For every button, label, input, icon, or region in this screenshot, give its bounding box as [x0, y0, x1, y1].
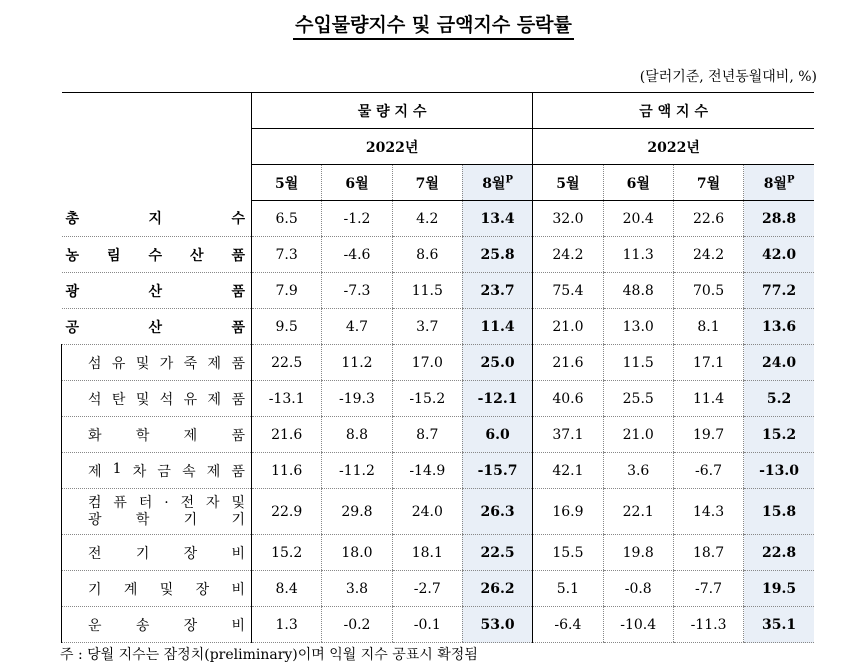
- value-year-header: 2022년: [533, 129, 814, 165]
- table-row: [62, 345, 815, 381]
- row-label: [62, 607, 252, 643]
- row-label-text: [62, 317, 252, 337]
- value-cell: 13.0: [603, 309, 673, 345]
- label-char: 차: [132, 463, 147, 480]
- row-label-text: [62, 208, 252, 228]
- label-char: 학: [135, 511, 150, 528]
- table-row: [62, 453, 815, 489]
- value-cell: 3.6: [603, 453, 673, 489]
- label-char: 죽: [183, 355, 198, 372]
- value-cell: 24.2: [533, 237, 603, 273]
- label-char: 퓨: [113, 494, 127, 511]
- label-char: 수: [148, 247, 162, 264]
- row-label-text: [62, 579, 251, 599]
- value-cell: 8.4: [252, 571, 322, 607]
- label-char: 및: [159, 581, 174, 598]
- label-char: 석: [159, 391, 174, 408]
- label-char: 산: [148, 319, 163, 336]
- label-char: 품: [231, 283, 245, 300]
- value-cell: 22.1: [603, 489, 673, 535]
- table-row: [62, 417, 815, 453]
- label-char: 비: [231, 545, 245, 562]
- value-cell: -12.1: [462, 381, 532, 417]
- value-cell: 8.1: [673, 309, 743, 345]
- value-cell: 18.0: [322, 535, 392, 571]
- footnote: 주 : 당월 지수는 잠정치(preliminary)이며 익월 지수 공표시 확정됨: [60, 647, 478, 663]
- quantity-year-header: 2022년: [252, 129, 533, 165]
- row-label: [62, 489, 252, 535]
- value-cell: 25.8: [462, 237, 532, 273]
- label-char: 제: [207, 391, 222, 408]
- value-cell: 32.0: [533, 201, 603, 237]
- label-char: 품: [231, 319, 245, 336]
- value-cell: -6.4: [533, 607, 603, 643]
- value-cell: -1.2: [322, 201, 392, 237]
- label-char: 기: [231, 511, 245, 528]
- value-cell: 5.1: [533, 571, 603, 607]
- label-char: 학: [135, 427, 150, 444]
- value-cell: -4.6: [322, 237, 392, 273]
- value-cell: 16.9: [533, 489, 603, 535]
- value-cell: 18.7: [673, 535, 743, 571]
- month-header: [744, 165, 814, 201]
- table-row: [62, 607, 815, 643]
- value-cell: 19.5: [744, 571, 814, 607]
- table-title: 수입물량지수 및 금액지수 등락률: [0, 10, 867, 37]
- value-cell: 4.2: [392, 201, 462, 237]
- quantity-group-header: 물 량 지 수: [252, 93, 533, 129]
- label-char: 산: [189, 247, 204, 264]
- label-char: 광: [65, 283, 80, 300]
- value-cell: 21.0: [603, 417, 673, 453]
- value-cell: -15.2: [392, 381, 462, 417]
- row-label-text: [62, 615, 251, 635]
- month-label: 8월: [763, 175, 787, 192]
- row-label-text: [62, 245, 252, 265]
- row-label-text: [62, 461, 251, 481]
- value-cell: 26.3: [462, 489, 532, 535]
- month-label: 7월: [696, 175, 721, 192]
- label-char: 가: [159, 355, 174, 372]
- label-char: 및: [135, 355, 150, 372]
- value-cell: 35.1: [744, 607, 814, 643]
- value-cell: -13.1: [252, 381, 322, 417]
- value-cell: 22.6: [673, 201, 743, 237]
- value-cell: 8.8: [322, 417, 392, 453]
- value-cell: -7.7: [673, 571, 743, 607]
- label-char: 자: [206, 494, 220, 511]
- month-header: [392, 165, 462, 201]
- month-label: 8월: [482, 175, 506, 192]
- label-char: 품: [231, 355, 245, 372]
- value-cell: 40.6: [533, 381, 603, 417]
- month-label: 6월: [345, 175, 369, 192]
- label-char: 림: [106, 247, 121, 264]
- label-char: 탄: [111, 391, 126, 408]
- month-header: [462, 165, 532, 201]
- value-cell: 25.0: [462, 345, 532, 381]
- row-label-text: [62, 543, 251, 563]
- row-label: [62, 237, 252, 273]
- label-char: 제: [183, 427, 198, 444]
- index-table: [61, 92, 814, 643]
- value-cell: 9.5: [252, 309, 322, 345]
- unit-label: (달러기준, 전년동월대비, %): [639, 69, 817, 85]
- value-cell: 13.4: [462, 201, 532, 237]
- label-char: 속: [182, 463, 196, 480]
- row-label: [62, 417, 252, 453]
- label-char: 총: [65, 211, 80, 228]
- table-row: [62, 381, 815, 417]
- value-cell: 29.8: [322, 489, 392, 535]
- value-cell: -10.4: [603, 607, 673, 643]
- table-row: [62, 201, 815, 237]
- value-cell: -13.0: [744, 453, 814, 489]
- label-char: 장: [183, 617, 198, 634]
- value-cell: 28.8: [744, 201, 814, 237]
- value-cell: 1.3: [252, 607, 322, 643]
- value-cell: 24.0: [392, 489, 462, 535]
- label-char: 제: [88, 463, 102, 480]
- label-char: 송: [135, 617, 150, 634]
- value-cell: 17.0: [392, 345, 462, 381]
- value-cell: 15.2: [744, 417, 814, 453]
- value-group-header: 금 액 지 수: [533, 93, 814, 129]
- label-char: 장: [195, 581, 210, 598]
- label-char: 비: [231, 581, 245, 598]
- label-char: 산: [148, 283, 163, 300]
- value-cell: 22.8: [744, 535, 814, 571]
- value-cell: 3.7: [392, 309, 462, 345]
- label-char: 섬: [88, 355, 102, 372]
- value-cell: -11.3: [673, 607, 743, 643]
- month-header: [673, 165, 743, 201]
- row-label: [62, 273, 252, 309]
- label-char: 금: [157, 463, 171, 480]
- label-char: 및: [231, 494, 245, 511]
- label-char: 농: [65, 247, 80, 264]
- value-cell: 19.8: [603, 535, 673, 571]
- value-cell: 25.5: [603, 381, 673, 417]
- value-cell: 11.5: [392, 273, 462, 309]
- label-char: 품: [231, 391, 245, 408]
- value-cell: 48.8: [603, 273, 673, 309]
- label-char: 제: [206, 463, 221, 480]
- value-cell: 22.9: [252, 489, 322, 535]
- value-cell: -6.7: [673, 453, 743, 489]
- label-char: 장: [183, 545, 198, 562]
- value-cell: 37.1: [533, 417, 603, 453]
- table-row: [62, 237, 815, 273]
- table-row: [62, 535, 815, 571]
- value-cell: 5.2: [744, 381, 814, 417]
- label-char: ·: [164, 494, 169, 511]
- value-cell: 14.3: [673, 489, 743, 535]
- value-cell: 42.0: [744, 237, 814, 273]
- value-cell: 20.4: [603, 201, 673, 237]
- month-label: 5월: [275, 175, 299, 192]
- label-char: 1: [112, 460, 122, 477]
- label-char: 기: [183, 511, 198, 528]
- value-cell: 8.6: [392, 237, 462, 273]
- row-label: [62, 381, 252, 417]
- row-label: [62, 571, 252, 607]
- row-label-text: [62, 495, 251, 512]
- month-header: [322, 165, 392, 201]
- value-cell: 7.9: [252, 273, 322, 309]
- month-header: [603, 165, 673, 201]
- row-label: [62, 453, 252, 489]
- label-char: 운: [88, 617, 102, 634]
- row-label: [62, 345, 252, 381]
- value-cell: 6.5: [252, 201, 322, 237]
- label-char: 품: [231, 247, 245, 264]
- label-char: 계: [123, 581, 138, 598]
- table-row: [62, 571, 815, 607]
- corner-cell: [62, 93, 252, 201]
- value-cell: 53.0: [462, 607, 532, 643]
- value-cell: 21.0: [533, 309, 603, 345]
- table-row: [62, 273, 815, 309]
- value-cell: -14.9: [392, 453, 462, 489]
- label-char: 광: [88, 511, 102, 528]
- month-label: 5월: [556, 175, 580, 192]
- row-label-text: [62, 353, 251, 373]
- value-cell: 22.5: [252, 345, 322, 381]
- row-label: [62, 309, 252, 345]
- value-cell: 11.3: [603, 237, 673, 273]
- value-cell: 4.7: [322, 309, 392, 345]
- row-label-text: [62, 281, 252, 301]
- row-label: [62, 535, 252, 571]
- value-cell: -0.1: [392, 607, 462, 643]
- month-header: [533, 165, 603, 201]
- value-cell: 11.2: [322, 345, 392, 381]
- label-char: 컴: [88, 494, 102, 511]
- value-cell: 23.7: [462, 273, 532, 309]
- value-cell: 77.2: [744, 273, 814, 309]
- value-cell: 11.4: [462, 309, 532, 345]
- label-char: 지: [148, 211, 163, 228]
- label-char: 화: [88, 427, 102, 444]
- value-cell: -19.3: [322, 381, 392, 417]
- row-label-text: [62, 512, 251, 529]
- row-label-text: [62, 389, 251, 409]
- preliminary-mark: P: [786, 173, 795, 185]
- value-cell: 11.4: [673, 381, 743, 417]
- value-cell: 22.5: [462, 535, 532, 571]
- month-label: 7월: [415, 175, 439, 192]
- value-cell: 21.6: [252, 417, 322, 453]
- label-char: 터: [138, 494, 153, 511]
- value-cell: 21.6: [533, 345, 603, 381]
- value-cell: 11.5: [603, 345, 673, 381]
- value-cell: 15.2: [252, 535, 322, 571]
- label-char: 기: [88, 581, 102, 598]
- value-cell: 26.2: [462, 571, 532, 607]
- label-char: 제: [207, 355, 222, 372]
- month-label: 6월: [626, 175, 650, 192]
- value-cell: -11.2: [322, 453, 392, 489]
- value-cell: -2.7: [392, 571, 462, 607]
- row-label: [62, 201, 252, 237]
- label-char: 전: [88, 545, 102, 562]
- label-char: 품: [231, 463, 245, 480]
- label-char: 비: [231, 617, 245, 634]
- label-char: 유: [111, 355, 126, 372]
- label-char: 및: [135, 391, 150, 408]
- value-cell: 6.0: [462, 417, 532, 453]
- value-cell: 70.5: [673, 273, 743, 309]
- value-cell: -7.3: [322, 273, 392, 309]
- value-cell: -0.8: [603, 571, 673, 607]
- label-char: 석: [88, 391, 102, 408]
- value-cell: 7.3: [252, 237, 322, 273]
- table-row: [62, 489, 815, 535]
- label-char: 수: [231, 211, 245, 228]
- value-cell: -15.7: [462, 453, 532, 489]
- value-cell: 42.1: [533, 453, 603, 489]
- value-cell: 17.1: [673, 345, 743, 381]
- month-header: [252, 165, 322, 201]
- value-cell: 19.7: [673, 417, 743, 453]
- value-cell: 8.7: [392, 417, 462, 453]
- label-char: 전: [180, 494, 195, 511]
- value-cell: 24.0: [744, 345, 814, 381]
- label-char: 공: [65, 319, 80, 336]
- value-cell: 11.6: [252, 453, 322, 489]
- label-char: 기: [135, 545, 150, 562]
- label-char: 품: [231, 427, 245, 444]
- value-cell: 24.2: [673, 237, 743, 273]
- table-row: [62, 309, 815, 345]
- value-cell: 75.4: [533, 273, 603, 309]
- value-cell: 15.5: [533, 535, 603, 571]
- value-cell: 13.6: [744, 309, 814, 345]
- label-char: 유: [183, 391, 198, 408]
- value-cell: -0.2: [322, 607, 392, 643]
- preliminary-mark: P: [505, 173, 513, 185]
- value-cell: 15.8: [744, 489, 814, 535]
- value-cell: 18.1: [392, 535, 462, 571]
- row-label-text: [62, 425, 251, 445]
- value-cell: 3.8: [322, 571, 392, 607]
